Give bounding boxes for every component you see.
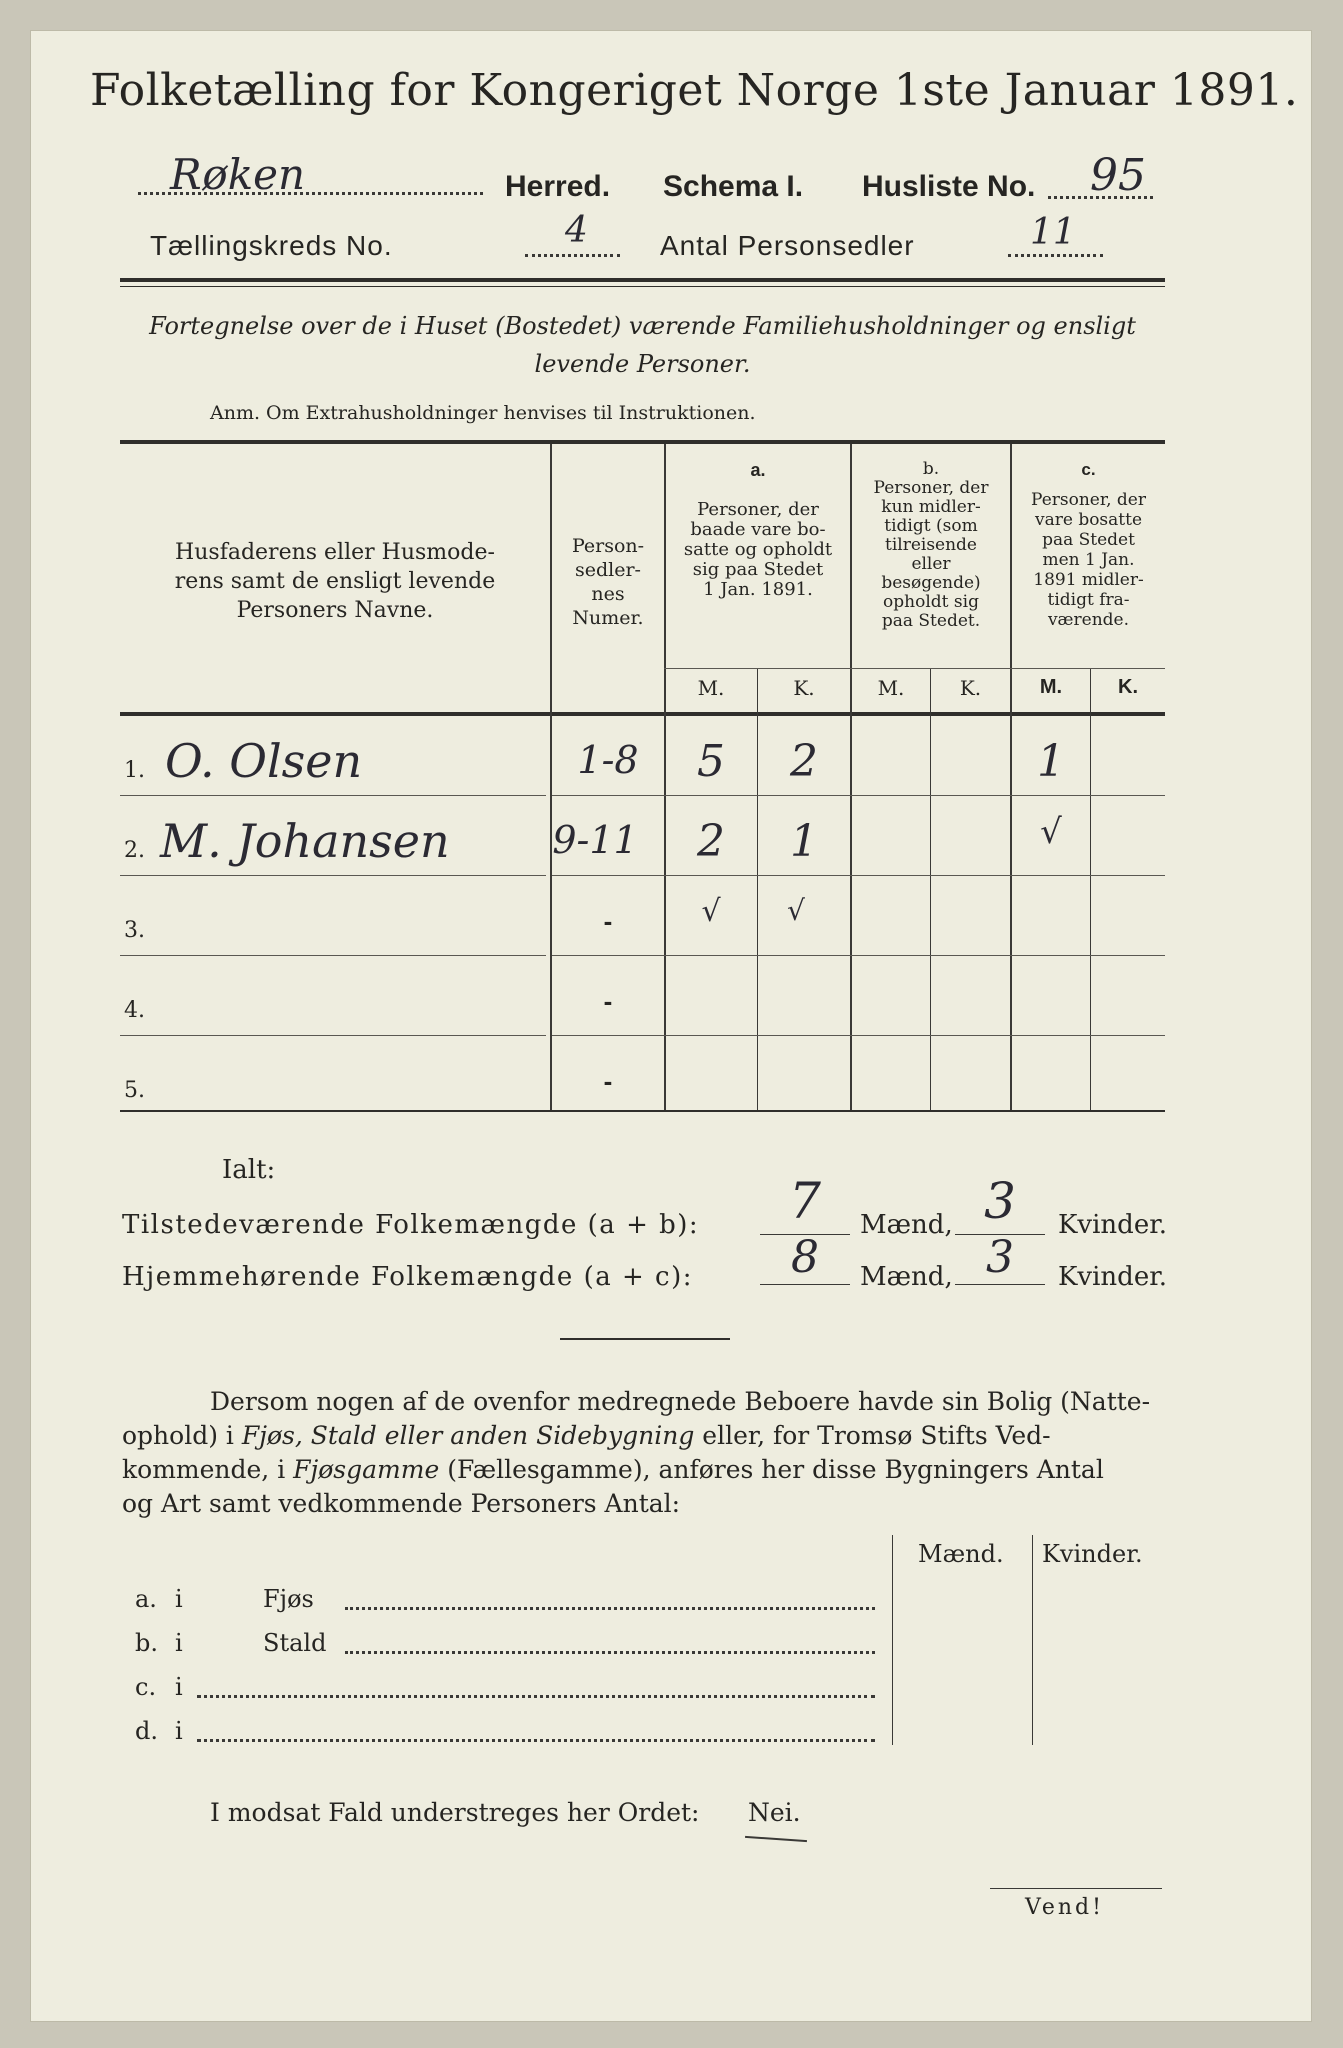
mk-subheader-rule: [664, 668, 1165, 669]
table-row: [120, 796, 1165, 876]
col-name-line-1: Husfaderens eller Husmode-: [175, 540, 495, 565]
col-c-line-7: værende.: [1047, 610, 1130, 630]
row-number: 4.: [124, 998, 145, 1023]
col-num-line-4: Numer.: [572, 607, 644, 629]
col-name-line-2: rens samt de ensligt levende: [174, 569, 496, 594]
herred-label: Herred.: [505, 170, 611, 203]
total-resident-label: Hjemmehørende Folkemængde (a + c):: [122, 1262, 693, 1292]
col-b-line-8: paa Stedet.: [881, 611, 981, 631]
anm-note: Anm. Om Extrahusholdninger henvises til Instruktionen.: [210, 402, 756, 424]
col-a-header: [666, 460, 850, 600]
instructions-paragraph: [122, 1385, 1167, 1521]
col-b-line-7: opholdt sig: [883, 592, 979, 612]
col-a-line-4: sig paa Stedet: [692, 559, 824, 580]
para-line-4: og Art samt vedkommende Personers Antal:: [122, 1489, 681, 1518]
col-a-line-1: Personer, der: [697, 499, 819, 520]
kreds-dotline: [525, 254, 620, 257]
para-line-3b: Fjøsgamme: [293, 1455, 440, 1484]
form-title: Folketælling for Kongeriget Norge 1ste Januar 1891.: [90, 65, 1299, 116]
para-line-3a: kommende, i: [122, 1455, 294, 1484]
herred-value: Røken: [170, 150, 306, 199]
col-a-letter: a.: [750, 460, 766, 480]
total-present-maend: Mænd,: [860, 1210, 953, 1240]
para-line-2c: eller, for Tromsø Stifts Ved-: [694, 1421, 1051, 1450]
total-present-label: Tilstedeværende Folkemængde (a + b):: [122, 1210, 700, 1240]
para-line-2a: ophold) i: [122, 1421, 242, 1450]
building-name: Fjøs: [263, 1585, 314, 1613]
building-row: [135, 1673, 885, 1713]
para-line-2b: Fjøs, Stald eller anden Sidebygning: [241, 1421, 695, 1450]
col-c-line-6: tidigt fra-: [1047, 590, 1130, 610]
col-name-line-3: Personers Navne.: [236, 598, 434, 623]
building-i: i: [175, 1585, 183, 1613]
total-resident-women: 3: [986, 1232, 1014, 1283]
col-c-k: K.: [1118, 676, 1138, 698]
row-c-m: √: [1040, 812, 1062, 852]
total-present-men: 7: [789, 1172, 821, 1230]
husliste-dotline: [1048, 196, 1153, 199]
personsedler-dotline: [1008, 254, 1103, 257]
total-resident-maend: Mænd,: [860, 1262, 953, 1292]
table-body: [120, 716, 1165, 1110]
row-num: 9-11: [552, 818, 638, 862]
row-a-k: 2: [790, 736, 818, 787]
col-b-line-1: Personer, der: [873, 478, 989, 498]
table-bottom-rule: [120, 1110, 1165, 1112]
building-row: [135, 1585, 885, 1625]
husliste-value: 95: [1090, 150, 1146, 201]
building-letter: d.: [135, 1717, 158, 1745]
col-c-m: M.: [1039, 676, 1063, 698]
row-a-k: 1: [790, 816, 818, 867]
total-resident-men-rule: [760, 1284, 850, 1285]
ialt-label: Ialt:: [222, 1155, 276, 1185]
personsedler-value: 11: [1030, 212, 1076, 253]
separator-rule: [560, 1338, 730, 1340]
total-present-kvinder: Kvinder.: [1058, 1210, 1168, 1240]
header-rule: [120, 278, 1165, 282]
table-row: [120, 716, 1165, 796]
total-resident-women-rule: [955, 1284, 1045, 1285]
vend-rule: [990, 1888, 1162, 1889]
buildings-list: [135, 1585, 885, 1745]
buildings-maend-header: Mænd.: [918, 1540, 1004, 1568]
row-a-m: √: [701, 894, 721, 929]
table-row: [120, 876, 1165, 956]
col-a-line-5: 1 Jan. 1891.: [703, 579, 813, 600]
row-num: -: [603, 906, 613, 936]
col-c-line-1: Personer, der: [1031, 490, 1146, 510]
col-num-line-3: nes: [591, 583, 625, 605]
col-a-k: K.: [793, 676, 815, 700]
table-row: [120, 956, 1165, 1036]
col-b-line-5: eller: [911, 554, 951, 574]
intro-line-2: levende Personer.: [534, 350, 751, 378]
col-c-line-2: vare bosatte: [1034, 510, 1143, 530]
col-b-k: K.: [959, 676, 982, 700]
total-resident-kvinder: Kvinder.: [1058, 1262, 1168, 1292]
total-present-women: 3: [984, 1172, 1016, 1230]
col-name-header: [130, 538, 540, 625]
kreds-value: 4: [565, 210, 588, 251]
row-num: 1-8: [577, 738, 639, 782]
building-i: i: [175, 1717, 183, 1745]
row-a-k: √: [787, 894, 805, 927]
building-dotline: [197, 1739, 875, 1742]
para-line-3c: (Fællesgamme), anføres her disse Bygningers Antal: [439, 1455, 1104, 1484]
row-name: O. Olsen: [165, 734, 363, 788]
col-b-header: [852, 460, 1010, 631]
personsedler-label: Antal Personsedler: [660, 230, 915, 261]
col-c-header: [1012, 460, 1165, 630]
col-c-line-5: 1891 midler-: [1033, 570, 1144, 590]
modsat-text: I modsat Fald understreges her Ordet:: [210, 1798, 700, 1827]
row-name: M. Johansen: [160, 814, 450, 868]
herred-dotline: [138, 192, 483, 195]
building-row: [135, 1629, 885, 1669]
building-dotline: [345, 1651, 875, 1654]
table-row: [120, 1036, 1165, 1110]
schema-label: Schema I.: [663, 170, 804, 203]
row-num: -: [603, 1066, 613, 1096]
building-letter: c.: [135, 1673, 157, 1701]
row-a-m: 2: [697, 816, 725, 867]
intro-line-1: Fortegnelse over de i Huset (Bostedet) værende Familiehusholdninger og ensligt: [149, 312, 1136, 340]
table-top-rule: [120, 440, 1165, 444]
row-a-m: 5: [697, 736, 725, 787]
building-letter: a.: [135, 1585, 157, 1613]
header-rule-thin: [120, 286, 1165, 287]
kreds-label: Tællingskreds No.: [150, 230, 393, 261]
col-b-m: M.: [877, 676, 905, 700]
col-b-line-4: tilreisende: [884, 535, 977, 555]
buildings-divider-2: [1032, 1535, 1033, 1745]
row-number: 2.: [124, 838, 145, 863]
building-name: Stald: [263, 1629, 327, 1657]
building-i: i: [175, 1629, 183, 1657]
col-num-header: [552, 534, 664, 630]
para-line-3: [122, 1453, 1167, 1487]
row-number: 1.: [124, 758, 145, 783]
building-dotline: [345, 1607, 875, 1610]
nei-word: Nei.: [748, 1798, 801, 1827]
buildings-kvinder-header: Kvinder.: [1042, 1540, 1143, 1568]
col-c-line-4: men 1 Jan.: [1042, 550, 1135, 570]
col-b-line-2: kun midler-: [881, 497, 981, 517]
building-letter: b.: [135, 1629, 158, 1657]
col-c-line-3: paa Stedet: [1042, 530, 1135, 550]
col-a-line-3: satte og opholdt: [683, 539, 833, 560]
row-number: 3.: [124, 918, 145, 943]
para-line-1: Dersom nogen af de ovenfor medregnede Beboere havde sin Bolig (Natte-: [210, 1387, 1151, 1416]
total-resident-men: 8: [791, 1232, 819, 1283]
buildings-divider-1: [892, 1535, 893, 1745]
building-dotline: [197, 1695, 875, 1698]
col-b-line-3: tidigt (som: [884, 516, 978, 536]
row-c-m: 1: [1037, 736, 1065, 787]
vend-text: Vend!: [1025, 1895, 1104, 1920]
row-number: 5.: [124, 1078, 145, 1103]
col-b-line-6: besøgende): [881, 573, 981, 593]
row-num: -: [603, 986, 613, 1016]
col-c-letter: c.: [1081, 460, 1096, 479]
building-row: [135, 1717, 885, 1757]
husliste-label: Husliste No.: [862, 170, 1036, 203]
col-a-line-2: baade vare bo-: [690, 519, 826, 540]
building-i: i: [175, 1673, 183, 1701]
col-num-line-1: Person-: [571, 535, 645, 557]
col-b-letter: b.: [922, 459, 940, 479]
col-num-line-2: sedler-: [575, 559, 641, 581]
col-a-m: M.: [697, 676, 725, 700]
para-line-2: [122, 1419, 1167, 1453]
